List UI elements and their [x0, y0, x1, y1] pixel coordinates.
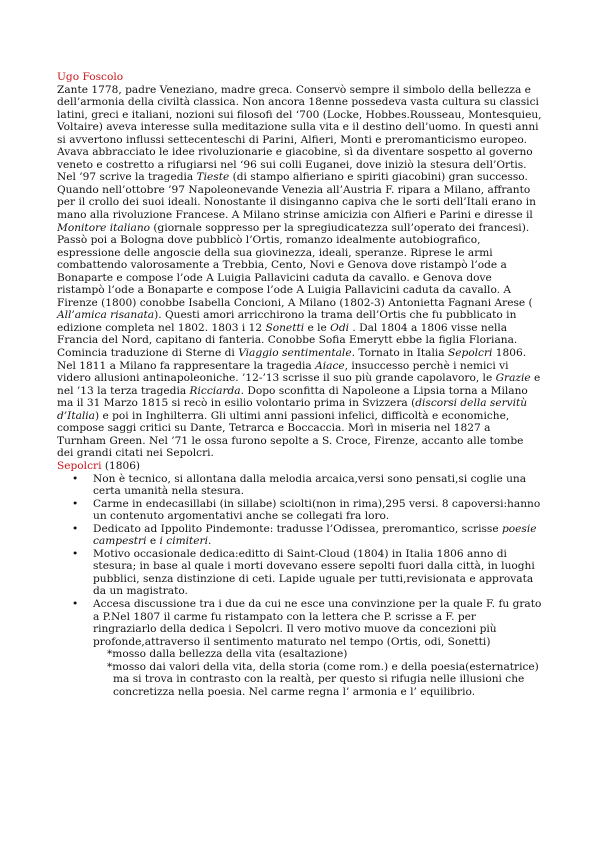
section-heading [57, 460, 542, 473]
text-run: e nel ’13 la terza tragedia [57, 372, 541, 397]
text-run: Tornato in Italia [354, 347, 448, 360]
text-run: (di stampo alfieriano e spiriti giacobini) gran successo. Quando nell’ottobre ’97 Napoleonevande Venezia all’Austria F. ripara a Milano, affranto per il crollo dei suoi ideali. Nonostante il disinganno capiva che le sorti dell’Itali erano in mano alla rivoluzione Francese. A Milano strinse amicizia con Alfieri e Parini e diresse il [57, 171, 536, 222]
bullet-icon: • [72, 472, 79, 485]
text-run: Non è tecnico, si allontana dalla melodia arcaica,versi sono pensati,si coglie una certa umanità nella stesura. [93, 472, 527, 498]
sepolcri-points-list [57, 473, 542, 699]
italic-run: Aiace [315, 359, 345, 372]
text-run: ). Questi amori arricchirono la trama dell’Ortis che fu pubblicato in edizione completa nel 1802. 1803 i 12 [57, 309, 517, 334]
list-item-text [93, 523, 537, 548]
biography-paragraph [57, 84, 542, 460]
italic-run: Sepolcri [447, 347, 493, 360]
text-run: Motivo occasionale dedica:editto di Saint-Cloud (1804) in Italia 1806 anno di stesura; in base al quale i morti dovevano essere sepolti fuori dalla città, in luoghi pubblici, senza distinzione di ceti. Lapide uguale per tutti,revisionata e approvata da un magistrato. [93, 547, 535, 598]
italic-run: discorsi della servitù d’Italia [57, 397, 528, 422]
italic-run: All’amica risanata [57, 309, 155, 322]
italic-run: Odi [330, 321, 349, 334]
text-run: e [146, 535, 160, 548]
list-item [72, 597, 542, 698]
italic-run: i cimiteri [159, 535, 209, 548]
italic-run: poesie campestri [93, 522, 537, 548]
text-run: Zante 1778, padre Veneziano, madre greca. Conservò sempre il simbolo della bellezza e dell’armonia della civiltà classica. Non ancora 18enne possedeva vasta cultura su classici latini, greci e italiani, nozioni sui filosofi del ‘700 (Locke, Hobbes.Rousseau, Montesquieu, Voltaire) aveva interesse sulla meditazione sulla vita e il destino dell’uomo. In questi anni si avvertono influssi settecenteschi di Parini, Alfieri, Monti e preromanticismo europeo. Avava abbracciato le idee rivoluzionarie e giacobine, sì da diventare sospetto al governo veneto e costretto a rifugiarsi nel ‘96 sui colli Euganei, dove iniziò la stesura dell’Ortis. Nel ’97 scrive la tragedia [57, 83, 542, 184]
text-run: Carme in endecasillabi (in sillabe) sciolti(non in rima),295 versi. 8 capoversi:hanno un contenuto argomentativi anche se collegati fra loro. [93, 497, 541, 523]
sub-line: *mosso dalla bellezza della vita (esaltazione) [107, 648, 348, 661]
text-run: Accesa discussione tra i due da cui ne esce una convinzione per la quale F. fu grato a P.Nel 1807 il carme fu ristampato con la lettera che P. scrisse a F. per ringraziarlo della dedica i Sepolcri. Il vero motivo muove da concezioni più profonde,attraverso il sentimento maturato nel tempo (Ortis, odi, Sonetti) [93, 597, 542, 648]
text-run: Dedicato ad Ippolito Pindemonte: tradusse l’Odissea, preromantico, scrisse [93, 522, 502, 535]
sub-line: ma si trova in contrasto con la realtà, per questo si rifugia nelle illusioni che concretizza nella poesia. Nel carme regna l’ armonia e l’ equilibrio. [113, 673, 525, 698]
bullet-icon: • [72, 597, 79, 610]
bullet-icon: • [72, 497, 79, 510]
document-page [57, 71, 542, 698]
sub-line: *mosso dai valori della vita, della storia (come rom.) e della poesia(esternatrice) [107, 660, 539, 673]
list-item [72, 472, 542, 498]
text-run: (giornale soppresso per la spregiudicatezza sull’operato dei francesi). Passò poi a Bologna dove pubblicò l’Ortis, romanzo idealmente autobiografico, espressione delle angoscie della sua giovinezza, ideali, speranze. Riprese le armi combattendo valorosamente a Trebbia, Cento, Novi e Genova dove ristampò l’ode a Bonaparte e compose l’ode A Luigia Pallavicini caduta da cavallo. e Genova dove ristampò l’ode a Bonaparte e compose l’ode A Luigia Pallavicini caduta da cavallo. A Firenze (1800) conobbe Isabella Concioni, A Milano (1802-3) Antonietta Fagnani Arese ( [57, 221, 533, 309]
text-run: 1806. Nel 1811 a Milano fa rappresentare la tragedia [57, 347, 527, 372]
section-year: (1806) [101, 459, 141, 472]
page-title: Ugo Foscolo [57, 71, 124, 83]
italic-run: Viaggio sentimentale. [238, 347, 355, 360]
list-item [72, 547, 542, 598]
list-item-text [93, 473, 526, 498]
list-item-text [93, 498, 540, 523]
text-run: . Dal 1804 a 1806 visse nella Francia del Nord, capitano di fanteria. Conobbe Sofia Emerytt ebbe la figlia Floriana. Comincia traduzione di Sterne di [57, 321, 518, 360]
text-run: ) e poi in Inghilterra. Gli ultimi anni passioni infelici, difficoltà e economiche, compose saggi critici su Dante, Tetrarca e Boccaccia. Morì in miseria nel 1827 a Turnham Green. Nel ’71 le ossa furono sepolte a S. Croce, Firenze, accanto alle tombe dei grandi citati nei Sepolcri. [57, 409, 524, 460]
italic-run: Tieste [196, 171, 230, 184]
bullet-icon: • [72, 522, 79, 535]
text-run: , insuccesso perchè i nemici vi videro allusioni antinapoleoniche. ’12-’13 scrisse il suo più grande capolavoro, le [57, 359, 509, 385]
bullet-icon: • [72, 547, 79, 560]
italic-run: Monitore italiano [57, 221, 151, 234]
list-item-text [93, 598, 541, 648]
section-title: Sepolcri [57, 459, 102, 472]
text-run: e le [304, 321, 331, 334]
list-item [72, 522, 542, 548]
text-run: . Dopo sconfitta di Napoleone a Lipsia torna a Milano ma il 31 Marzo 1815 si recò in esilio volontario prima in Svizzera ( [57, 384, 528, 410]
italic-run: Sonetti [265, 321, 305, 334]
list-item [72, 497, 542, 523]
italic-run: Grazie [495, 372, 531, 385]
italic-run: Ricciarda [189, 384, 241, 397]
text-run: . [208, 535, 212, 548]
list-item-text [93, 548, 535, 598]
